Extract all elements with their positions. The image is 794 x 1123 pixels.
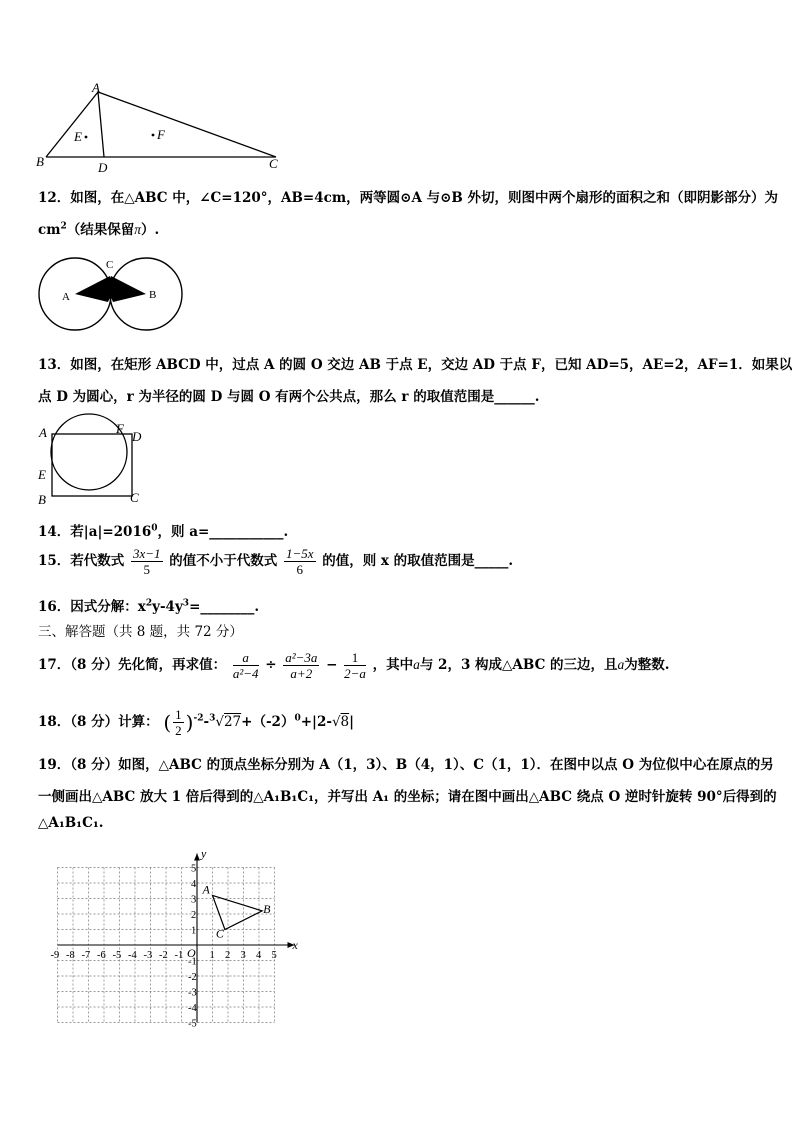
y-tick-label: -2 — [188, 972, 197, 983]
rectangle-ABCD — [52, 434, 132, 496]
q15 — [38, 546, 513, 577]
y-tick-label: 5 — [191, 863, 197, 875]
q18-radical-1: √27 — [215, 714, 242, 730]
q17-post3: 为整数. — [624, 657, 670, 673]
q12-end: ）. — [141, 222, 160, 238]
segment-AD — [98, 92, 104, 157]
q17-var-a2: a — [617, 657, 625, 672]
label-C: C — [269, 156, 278, 171]
q13-line1: 13．如图，在矩形 ABCD 中，过点 A 的圆 O 交边 AB 于点 E，交边 AD 于点 F，已知 AD=5，AE=2，AF=1．如果以 — [38, 357, 793, 373]
y-tick-label: -5 — [188, 1018, 197, 1030]
q15-fraction-2: $\frac{1-5x}{6}$ — [285, 546, 314, 577]
point-E — [85, 136, 88, 139]
label-point-C: C — [106, 259, 114, 271]
y-axis-arrow-icon — [194, 854, 200, 861]
y-axis-label: y — [201, 846, 207, 861]
q15-fraction-1: $\frac{3x-1}{5}$ — [133, 546, 161, 577]
shaded-sector-B — [109, 276, 146, 302]
q18: 18．（8 分）计算： ( $\frac{1}{2}$ )$^{-2}-^3√27+(-2)^0+|2-√8|$ — [38, 707, 355, 738]
x-tick-label: 4 — [256, 950, 262, 961]
q12-unit: cm — [38, 222, 61, 238]
side-AC — [98, 92, 276, 157]
q15-pre: 15．若代数式 — [38, 553, 125, 569]
x-tick-label: -3 — [143, 950, 153, 961]
x-tick-label: -2 — [159, 950, 168, 961]
y-tick-label: -3 — [188, 987, 197, 999]
q19-line2: 一侧画出△ABC 放大 1 倍后得到的△A₁B₁C₁，并写出 A₁ 的坐标；请在图中画出△ABC 绕点 O 逆时针旋转 90°后得到的 — [38, 789, 777, 805]
q18-abs-close: | — [349, 714, 355, 730]
q17-var-a1: a — [413, 657, 420, 672]
x-tick-label: 3 — [240, 950, 246, 961]
q17-fraction-1: $\frac{a}{\text{a²−4}}$ — [232, 650, 259, 681]
x-tick-label: 2 — [225, 950, 231, 961]
q14-sup: 0 — [151, 523, 158, 534]
q16-pre: 16．因式分解：x — [38, 599, 146, 615]
q16-sup2: 3 — [182, 598, 190, 609]
q12-line2 — [38, 218, 159, 238]
label-F: F — [116, 421, 124, 436]
q19-line1: 19．（8 分）如图，△ABC 的顶点坐标分别为 A（1，3）、B（4，1）、C（1，1）．在图中以点 O 为位似中心在原点的另 — [38, 757, 774, 773]
y-tick-label: 4 — [191, 879, 197, 890]
y-tick-label: 1 — [191, 925, 197, 937]
label-circle-B: B — [149, 289, 157, 301]
q18-pre: 18．（8 分）计算： — [38, 714, 159, 730]
x-tick-label: -5 — [112, 950, 122, 961]
x-tick-label: -8 — [66, 950, 75, 961]
label-B: B — [36, 154, 44, 169]
q17-op1: ÷ — [265, 657, 277, 673]
x-tick-label: -4 — [128, 950, 137, 961]
triangle-ABC — [213, 895, 263, 929]
label-D: D — [98, 160, 108, 175]
q14-pre: 14．若|a|=2016 — [38, 524, 152, 540]
label-C: C — [130, 490, 139, 505]
y-tick-label: -4 — [188, 1003, 197, 1014]
q17-post1: ，其中 — [372, 657, 414, 673]
y-tick-label: 2 — [191, 910, 197, 921]
label-D: D — [132, 429, 142, 444]
label-E: E — [38, 467, 46, 482]
q18-plus: +（-2） — [241, 714, 295, 730]
q18-root-index: 3 — [209, 713, 216, 724]
q17 — [38, 650, 669, 681]
x-tick-label: -6 — [97, 950, 106, 961]
vertex-B-label: B — [263, 901, 271, 916]
x-axis-label: x — [292, 938, 298, 952]
q14-post: ，则 a=___________. — [157, 524, 289, 540]
origin-label: O — [187, 946, 196, 960]
q14 — [38, 520, 288, 540]
q12-text: （结果保留 — [66, 222, 135, 238]
q18-radical-2: √8 — [331, 714, 350, 730]
side-AB — [46, 92, 98, 157]
label-circle-A: A — [62, 291, 70, 303]
label-A: A — [39, 425, 47, 440]
x-tick-label: -7 — [81, 950, 91, 961]
figure-q13-rectangle — [36, 420, 156, 508]
q18-minus: - — [203, 714, 210, 730]
q17-op2: − — [326, 657, 338, 673]
label-E: E — [74, 129, 82, 144]
q12-pi: π — [134, 222, 142, 237]
label-F: F — [157, 127, 165, 142]
q16-sup1: 2 — [145, 598, 153, 609]
x-tick-label: -9 — [50, 950, 60, 961]
point-F — [152, 134, 155, 137]
q15-mid: 的值不小于代数式 — [169, 553, 278, 569]
x-tick-label: 5 — [271, 950, 277, 961]
q13-line2: 点 D 为圆心，r 为半径的圆 D 与圆 O 有两个公共点，那么 r 的取值范围是______. — [38, 389, 540, 405]
q18-abs-open: +|2- — [300, 714, 332, 730]
q19-line3: △A₁B₁C₁. — [38, 815, 104, 831]
y-tick-label: -1 — [188, 956, 197, 968]
q16-post: =________. — [189, 599, 260, 615]
figure-q19-grid — [50, 840, 310, 1040]
q12-line1: 12．如图，在△ABC 中，∠C=120°，AB=4cm，两等圆⊙A 与⊙B 外切，则图中两个扇形的面积之和（即阴影部分）为 — [38, 190, 779, 206]
vertex-C-label: C — [215, 926, 224, 941]
x-tick-label: 1 — [209, 950, 215, 961]
y-tick-label: 3 — [191, 894, 197, 906]
q16-mid: y-4y — [152, 599, 183, 615]
vertex-A-label: A — [202, 882, 210, 897]
q15-post: 的值，则 x 的取值范围是_____. — [322, 553, 514, 569]
q17-pre: 17．（8 分）先化简，再求值： — [38, 657, 227, 673]
q12-unit-sup: 2 — [60, 221, 67, 232]
figure-q11-triangle — [36, 82, 286, 174]
q18-exp: -2 — [193, 713, 204, 724]
q18-exp0: 0 — [294, 713, 301, 724]
label-A: A — [92, 80, 100, 95]
q17-fraction-2: $\frac{\text{a²−3a}}{a+2}$ — [285, 650, 318, 681]
x-tick-label: -1 — [174, 950, 184, 961]
q17-post2: 与 2，3 构成△ABC 的三边，且 — [419, 657, 618, 673]
section-3-heading: 三、解答题（共 8 题，共 72 分） — [38, 624, 243, 640]
q17-fraction-3: $\frac{1}{2-a}$ — [344, 650, 366, 681]
figure-q12-circles — [38, 254, 188, 334]
shaded-sector-A — [75, 276, 112, 302]
q18-fraction: $\frac{1}{2}$ — [175, 707, 182, 738]
q16 — [38, 595, 259, 615]
label-B: B — [38, 492, 46, 507]
